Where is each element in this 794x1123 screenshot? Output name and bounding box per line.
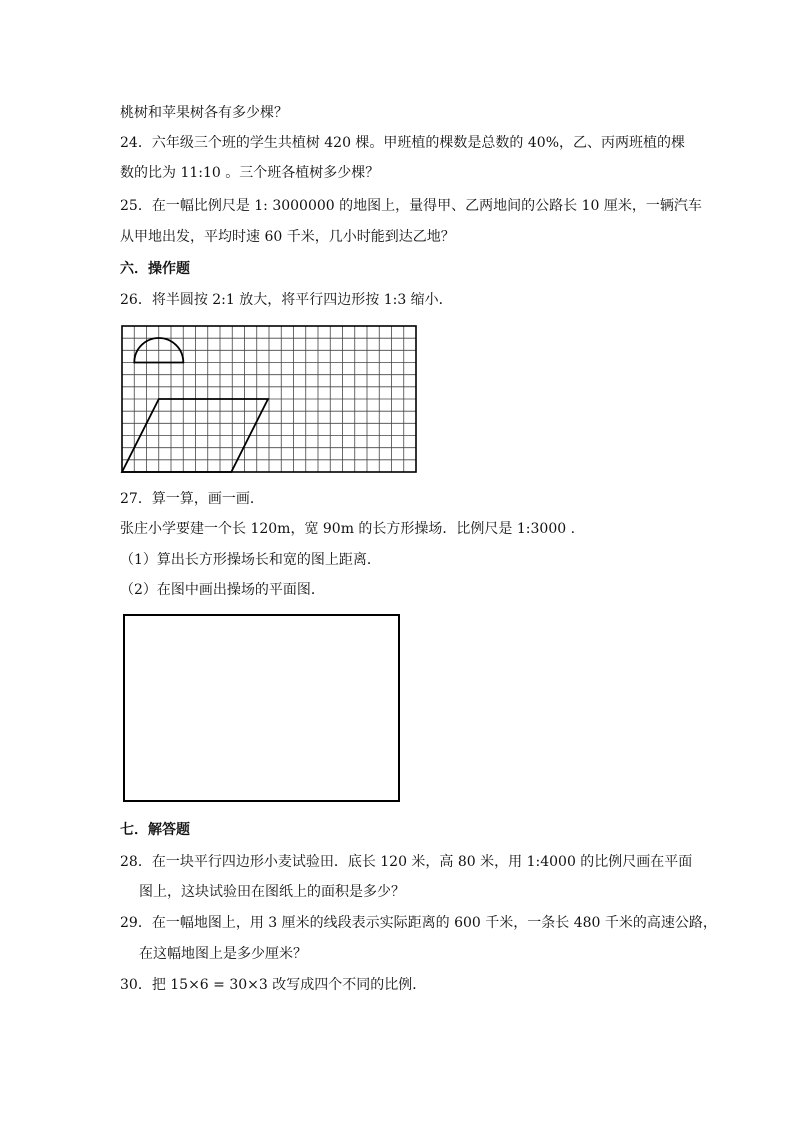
q29-line1: 29．在一幅地图上，用 3 厘米的线段表示实际距离的 600 千米，一条长 480 千米的高速公路， <box>120 915 717 931</box>
grid-figure <box>120 324 418 474</box>
q27-sub1: （1）算出长方形操场长和宽的图上距离． <box>120 552 381 568</box>
q28-line2: 图上，这块试验田在图纸上的面积是多少？ <box>139 884 405 900</box>
q25-line1: 25．在一幅比例尺是 1: 3000000 的地图上，量得甲、乙两地间的公路长 10 厘米，一辆汽车 <box>120 198 702 214</box>
q26-text: 26．将半圆按 2:1 放大，将平行四边形按 1:3 缩小． <box>120 292 453 308</box>
q24-line2: 数的比为 11:10 。三个班各植树多少棵？ <box>120 165 380 181</box>
section-heading-6: 六．操作题 <box>120 261 190 277</box>
q27-title: 27．算一算，画一画． <box>120 491 264 507</box>
q23-tail: 桃树和苹果树各有多少棵？ <box>120 105 288 121</box>
q28-line1: 28．在一块平行四边形小麦试验田．底长 120 米，高 80 米，用 1:4000 的比例尺画在平面 <box>120 854 693 870</box>
q27-sub2: （2）在图中画出操场的平面图． <box>120 582 325 598</box>
q29-line2: 在这幅地图上是多少厘米？ <box>139 946 307 962</box>
q30-text: 30．把 15×6 = 30×3 改写成四个不同的比例． <box>120 977 427 993</box>
q24-line1: 24．六年级三个班的学生共植树 420 棵。甲班植的棵数是总数的 40%，乙、丙两班植的棵 <box>120 135 686 151</box>
q25-line2: 从甲地出发，平均时速 60 千米，几小时能到达乙地？ <box>120 229 455 245</box>
drawing-area-box <box>123 614 400 802</box>
section-heading-7: 七．解答题 <box>120 822 190 838</box>
q27-body: 张庄小学要建一个长 120m，宽 90m 的长方形操场．比例尺是 1:3000 . <box>120 521 576 537</box>
